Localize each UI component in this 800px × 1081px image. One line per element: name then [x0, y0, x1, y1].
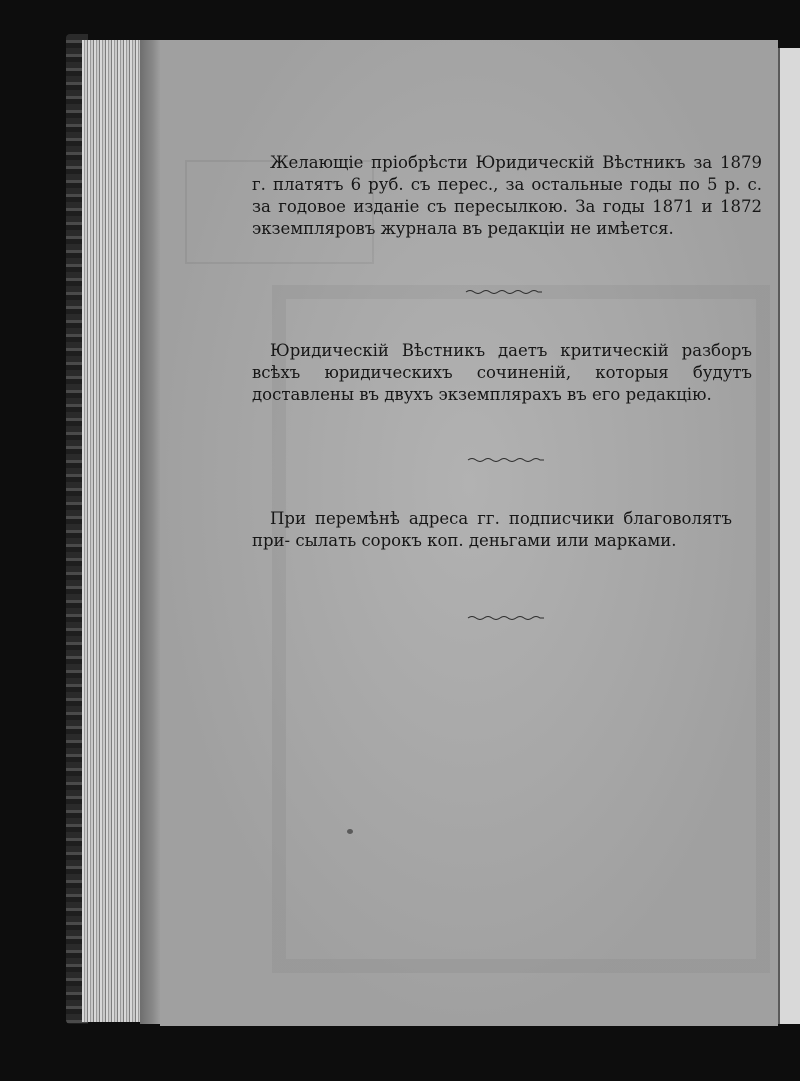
paper-speck — [347, 829, 353, 834]
book-gutter — [140, 40, 162, 1024]
text-line: за годовое изданіе съ пересылкою. За годы 1871 и 1872 — [252, 197, 762, 216]
wavy-rule-ornament-icon — [464, 288, 544, 296]
text-line: При перемѣнѣ адреса гг. подписчики благоволятъ при- — [252, 509, 732, 550]
text-line: Желающіе пріобрѣсти Юридическій Вѣстникъ за 1879 г. — [252, 153, 762, 194]
wavy-rule-ornament-icon — [466, 456, 546, 464]
notice-subscription-price — [252, 152, 762, 240]
notice-book-reviews — [252, 340, 752, 406]
text-line: платятъ 6 руб. съ перес., за остальные годы по 5 р. с. — [273, 175, 763, 194]
notice-address-change — [252, 508, 732, 552]
wavy-rule-ornament-icon — [466, 614, 546, 622]
text-line: сылать сорокъ коп. деньгами или марками. — [295, 531, 677, 550]
text-line: Юридическій Вѣстникъ даетъ критическій разборъ всѣхъ — [252, 341, 752, 382]
page-stack-edge — [82, 40, 142, 1022]
text-line: экземпляровъ журнала въ редакціи не имѣется. — [252, 219, 674, 238]
book-page — [160, 40, 778, 1026]
text-line: юридическихъ сочиненій, которыя будутъ доставлены въ — [252, 363, 752, 404]
text-line: двухъ экземплярахъ въ его редакцію. — [384, 385, 712, 404]
